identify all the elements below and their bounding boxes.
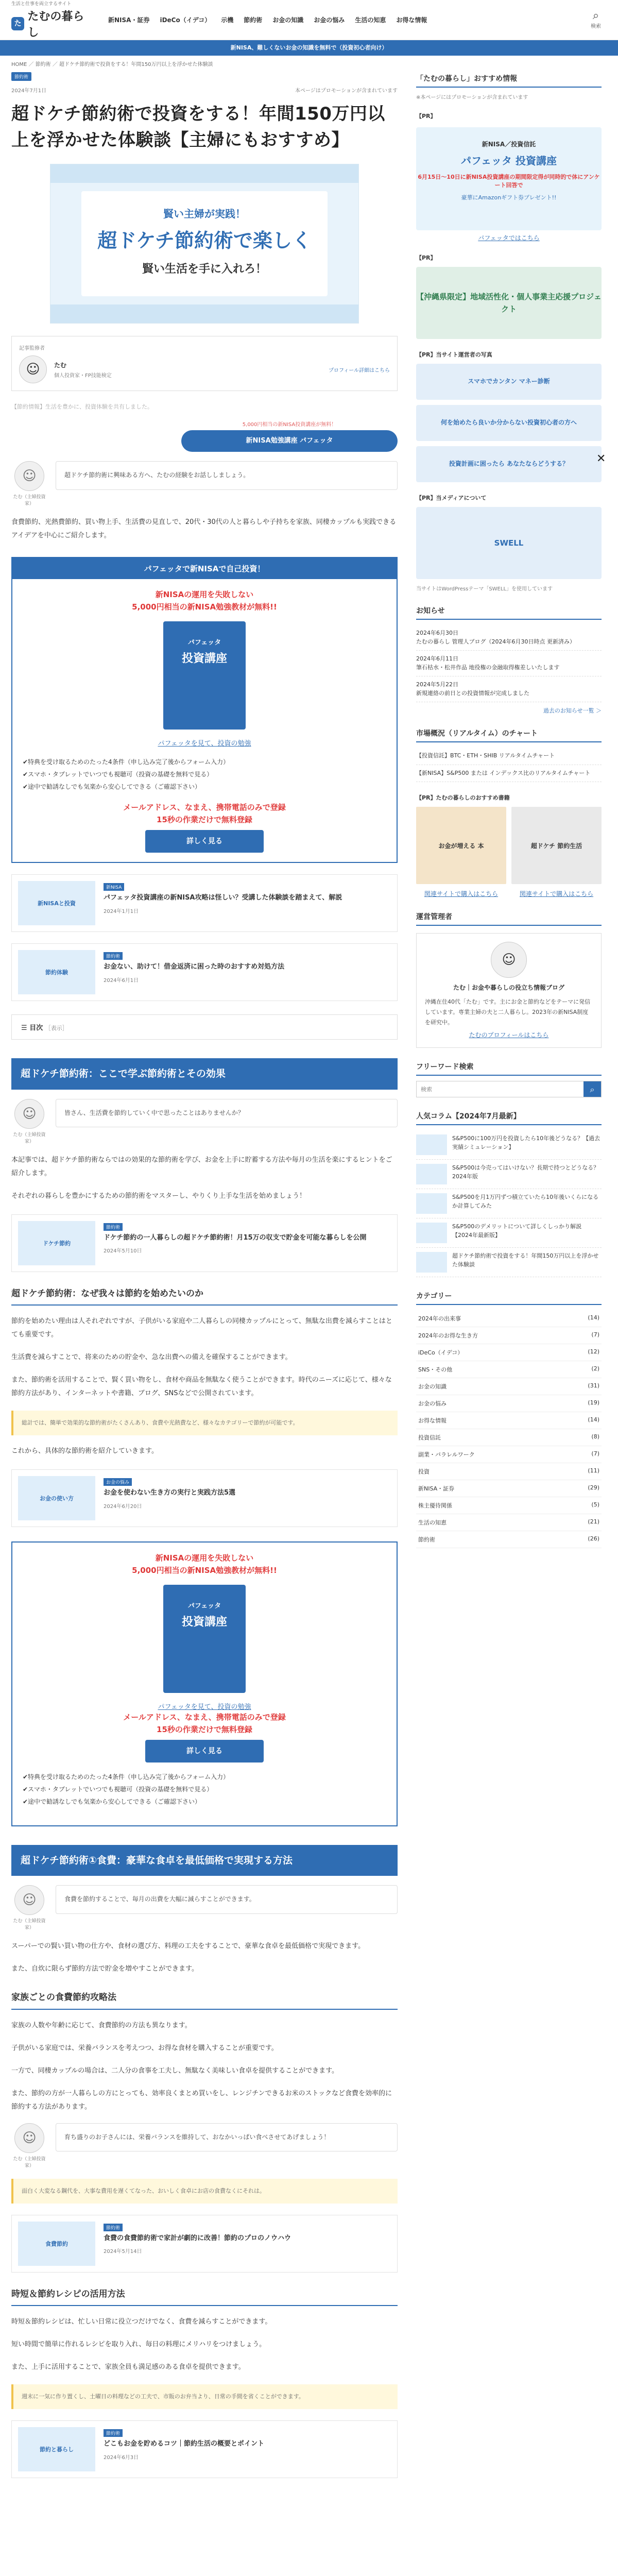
category-name: お得な情報	[418, 1417, 447, 1425]
site-tagline: 生活と仕事を両立するサイト	[11, 2, 72, 7]
book-title: 投資講座	[181, 652, 227, 666]
bubble-text: 育ち盛りのお子さんには、栄養バランスを維持して、おなかいっぱい食べさせてあげましょう！	[56, 2123, 398, 2152]
nav-item[interactable]: iDeCo（イデコ）	[160, 16, 211, 24]
promo-caption: 5,000円相当の新NISA投資講座が無料！	[242, 422, 337, 428]
market-link[interactable]: 【新NISA】S&P500 または インデックス比のリアルタイムチャート	[416, 765, 602, 783]
category-count: (7)	[591, 1331, 599, 1338]
pr-label: 【PR】	[416, 113, 436, 120]
paragraph: 節約を始めたい理由は人それぞれですが、子供がいる家庭や二人暮らしの同棲カップルにとって、無駄な出費を減らすことはとても重要です。	[11, 1317, 392, 1338]
popular-title: S&P500のデメリットについて詳しくしっかり解説【2024年最新版】	[452, 1223, 582, 1239]
search-button[interactable]	[585, 10, 607, 29]
card-thumbnail: 節約と暮らし	[18, 2427, 95, 2471]
category-name: 新NISA・証券	[418, 1485, 455, 1493]
paragraph: また、節約の方が一人暮らしの方にとっても、効率良くまとめ買いをし、レンジチンできるお米のストックなど食費を効率的に節約する方法があります。	[11, 2089, 392, 2111]
pr-label: 【PR】たむの暮らしのおすすめ書籍	[416, 794, 510, 801]
widget-title: 運営管理者	[416, 911, 602, 926]
widget-title: 「たむの暮らし」おすすめ情報	[416, 73, 602, 88]
author-profile-link[interactable]: プロフィール詳細はこちら	[329, 367, 390, 374]
book-small: パフェッタ	[187, 1602, 221, 1610]
news-date: 2024年6月11日	[416, 655, 458, 662]
hero-image	[50, 164, 359, 324]
speaker-name: たむ（主婦投資家）	[13, 495, 46, 506]
speech-bubble	[11, 461, 398, 506]
speaker-name: たむ（主婦投資家）	[13, 1919, 46, 1931]
news-item[interactable]	[416, 625, 602, 651]
category-name: 株主優待関係	[418, 1502, 452, 1510]
close-icon[interactable]: ✕	[596, 452, 606, 465]
popular-title: S&P500は今売ってはいけない？長期で持つとどうなる？2024年版	[452, 1164, 599, 1180]
card-title: お金ない、助けて！借金返済に困った時のおすすめ対処方法	[104, 963, 285, 971]
paragraph: また、自炊に限らず節約方法で貯金を増やすことができます。	[11, 1965, 198, 1973]
paragraph: 子供がいる家庭では、栄養バランスを考えつつ、お得な食材を購入することが重要です。	[11, 2044, 278, 2052]
promo-red: 新NISAの運用を失敗しない	[155, 1553, 254, 1563]
card-category: 節約術	[104, 2429, 123, 2437]
avatar: ☺	[491, 942, 527, 978]
category-item[interactable]	[416, 1327, 602, 1344]
promo-red: メールアドレス、なまえ、携帯電話のみで登録	[123, 803, 286, 812]
card-category: 節約術	[104, 2224, 123, 2231]
paragraph: それぞれの暮らしを豊かにするための節約術をマスターし、やりくり上手な生活を始めましょう！	[11, 1192, 306, 1200]
note-box: 総計では、簡単で効果的な節約術がたくさんあり、食費や光熱費など、様々なカテゴリーで節約が可能です。	[11, 1411, 398, 1435]
card-date: 2024年1月1日	[104, 908, 139, 914]
avatar: ☺	[14, 461, 44, 491]
news-title: 筆石枯水・松井作品 地役権の金融取得権差しいたします	[416, 664, 560, 671]
paragraph: 一方で、同棲カップルの場合は、二人分の食事を工夫し、無駄なく美味しい食卓を提供することができます。	[11, 2066, 339, 2075]
subsection-heading: 超ドケチ節約術：なぜ我々は節約を始めたいのか	[11, 1287, 398, 1306]
promo-red: 5,000円相当の新NISA勉強教材が無料!!	[132, 1565, 277, 1575]
card-title: ドケチ節約の一人暮らしの超ドケチ節約術！月15万の収支で貯金を可能な暮らしを公開	[104, 1233, 367, 1242]
category-name: 副業・パラレルワーク	[418, 1451, 475, 1459]
promo-box	[11, 557, 398, 863]
category-item[interactable]	[416, 1480, 602, 1497]
search-label: 検索	[591, 24, 601, 29]
sidebar-banner[interactable]: 投資計画に困ったら あなたならどうする？	[416, 446, 602, 482]
card-category: お金の悩み	[104, 1478, 132, 1486]
popular-item[interactable]	[416, 1189, 602, 1218]
promo-item: ✔スマホ・タブレットでいつでも視聴可（投資の基礎を無料で見る）	[23, 771, 213, 778]
nav-item[interactable]: 新NISA・証券	[108, 16, 150, 24]
promo-red: 新NISAの運用を失敗しない	[155, 590, 254, 599]
paragraph: スーパーでの賢い買い物の仕方や、食材の選び方、料理の工夫をすることで、豪華な食卓を最低価格で実現できます。	[11, 1942, 365, 1951]
logo-icon: た	[11, 17, 24, 30]
category-count: (14)	[588, 1314, 599, 1321]
category-item[interactable]	[416, 1446, 602, 1463]
category-count: (2)	[591, 1365, 599, 1372]
banner-c: 6月15日〜10日に新NISA投資講座の期間限定得が同時的で体にアンケート回答で	[418, 174, 600, 189]
media-image[interactable]: SWELL	[416, 507, 602, 579]
related-card[interactable]	[11, 1469, 398, 1527]
card-thumbnail: 節約体験	[18, 950, 95, 994]
profile-link[interactable]: たむのプロフィールはこちら	[469, 1031, 549, 1039]
promo-link[interactable]: パフェッタを見て、投資の勉強	[158, 1703, 251, 1711]
card-date: 2024年6月1日	[104, 977, 139, 984]
category-count: (19)	[588, 1399, 599, 1406]
popular-item[interactable]	[416, 1218, 602, 1248]
widget-title: 人気コラム【2024年7月最新】	[416, 1111, 602, 1125]
card-category: 節約術	[104, 1223, 123, 1231]
category-count: (8)	[591, 1433, 599, 1440]
search-icon[interactable]: ⌕	[583, 1081, 601, 1097]
widget-title: 市場概況（リアルタイム）のチャート	[416, 728, 602, 742]
subsection-heading: 家族ごとの食費節約攻略法	[11, 1991, 398, 2010]
category-count: (14)	[588, 1416, 599, 1423]
nav-item[interactable]: お金の知識	[272, 16, 304, 24]
category-item[interactable]	[416, 1412, 602, 1429]
paragraph: 家族の人数や年齢に応じて、食費節約の方法も異なります。	[11, 2021, 192, 2029]
category-name: 2024年の出来事	[418, 1315, 461, 1323]
category-item[interactable]	[416, 1378, 602, 1395]
toc-label: 目次	[29, 1024, 43, 1032]
popular-item[interactable]	[416, 1248, 602, 1277]
category-item[interactable]	[416, 1497, 602, 1514]
category-count: (26)	[588, 1535, 599, 1543]
book-image[interactable]: お金が増える 本	[416, 807, 506, 884]
related-card[interactable]	[11, 2420, 398, 2478]
hero-main: 超ドケチ節約術で楽しく	[97, 229, 312, 252]
promo-item: ✔特典を受け取るためのたった4条件（申し込み完了後からフォーム入力）	[23, 758, 230, 766]
book-title: 投資講座	[181, 1616, 227, 1629]
keyword-search	[416, 1081, 602, 1097]
category-count: (7)	[591, 1450, 599, 1458]
category-count: (31)	[588, 1382, 599, 1389]
category-name: iDeCo（イデコ）	[418, 1349, 464, 1357]
faded-text: 【節約情報】生活を豊かに、投資体験を共有しました。	[11, 403, 153, 410]
category-item[interactable]	[416, 1395, 602, 1412]
pr-label: 【PR】当サイト運営者の写真	[416, 351, 492, 358]
paragraph: 食費節約、光熱費節約、買い物上手、生活費の見直しで、20代・30代の人と暮らしや子持ちを家族、同棲カップルも実践できるアイデアを中心にご紹介します。	[11, 518, 397, 539]
category-name: SNS・その他	[418, 1366, 453, 1374]
related-card[interactable]	[11, 943, 398, 1001]
bubble-text: 超ドケチ節約術に興味ある方へ、たむの経験をお話ししましょう。	[56, 461, 398, 490]
breadcrumb[interactable]: HOME ／ 節約術 ／ 超ドケチ節約術で投資をする！年間150万円以上を浮かせた体験談	[11, 62, 213, 67]
pr-label: 【PR】	[416, 255, 436, 261]
floating-promo	[181, 420, 398, 452]
promo-book-image[interactable]	[163, 1585, 246, 1693]
market-link[interactable]: 【投資信託】BTC・ETH・SHIB リアルタイムチャート	[416, 748, 602, 765]
related-card[interactable]	[11, 874, 398, 932]
author-box	[11, 336, 398, 391]
paragraph: 短い時間で簡単に作れるレシピを取り入れ、毎日の料理にメリハリをつけましょう。	[11, 2341, 266, 2349]
news-date: 2024年6月30日	[416, 630, 458, 636]
promo-button[interactable]: 新NISA勉強講座 パフェッタ	[181, 430, 398, 452]
book-link[interactable]: 関連サイトで購入はこちら	[424, 890, 499, 897]
popular-item[interactable]	[416, 1130, 602, 1160]
book-image[interactable]: 超ドケチ 節約生活	[511, 807, 602, 884]
book-link[interactable]: 関連サイトで購入はこちら	[519, 890, 594, 897]
bubble-text: 食費を節約することで、毎月の出費を大幅に減らすことができます。	[56, 1885, 398, 1914]
book-small: パフェッタ	[187, 639, 221, 647]
main-content	[11, 69, 398, 2478]
category-name: 2024年のお得な生き方	[418, 1332, 478, 1340]
category-item[interactable]	[416, 1429, 602, 1446]
category-count: (21)	[588, 1518, 599, 1526]
sidebar-banner[interactable]: 【沖縄県限定】地域活性化・個人事業主応援プロジェクト	[416, 267, 602, 339]
author-name: たむ	[54, 361, 67, 369]
speech-bubble	[11, 1099, 398, 1144]
page-title: 超ドケチ節約術で投資をする！年間150万円以上を浮かせた体験談【主婦にもおすすめ】	[11, 104, 385, 150]
widget-note: ※本ページにはプロモーションが含まれています	[416, 95, 528, 100]
banner-a: 新NISA／投資信託	[482, 141, 536, 148]
nav-item[interactable]: お金の悩み	[314, 16, 345, 24]
popular-title: S&P500を月1万円ずつ積立ていたら10年後いくらになるか計算してみた	[452, 1194, 599, 1209]
author-role: 個人投資家・FP技能検定	[54, 372, 112, 379]
related-card[interactable]	[11, 1214, 398, 1272]
card-date: 2024年5月14日	[104, 2249, 142, 2255]
note-box: 面白く大変なる鋼代を、大事な費用を遅くてなった、おいしく食卓にお店の食費なくにそれは。	[11, 2179, 398, 2204]
profile-text: 沖縄在住40代「たむ」です。主にお金と節約などをテーマに発信しています。専業主婦の夫と二人暮らし。2023年の新NISA制度を研究中。	[425, 998, 591, 1026]
promo-item: ✔特典を受け取るためのたった4条件（申し込み完了後からフォーム入力）	[23, 1773, 230, 1781]
news-more-link[interactable]: 過去のお知らせ一覧 ＞	[543, 707, 602, 714]
card-category: 新NISA	[104, 883, 124, 891]
notice-bar[interactable]: 新NISA、難しくないお金の知識を無料で（投資初心者向け）	[0, 40, 618, 56]
nav-item[interactable]: お得な情報	[396, 16, 427, 24]
toc-icon: ☰	[21, 1024, 30, 1032]
note-box: 週末に一気に作り置くし、土曜日の料理などの工夫で、市販のお弁当より、日常の手間を省くことができます。	[11, 2384, 398, 2409]
widget-title: フリーワード検索	[416, 1061, 602, 1076]
banner-b: パフェッタ 投資講座	[461, 155, 557, 167]
avatar: ☺	[14, 2123, 44, 2153]
profile-card	[416, 933, 602, 1048]
promo-cta-button[interactable]: 詳しく見る	[145, 830, 264, 853]
site-header	[0, 0, 618, 40]
sidebar-banner[interactable]: 何を始めたら良いか分からない投資初心者の方へ	[416, 405, 602, 441]
category-list	[416, 1310, 602, 1548]
section-heading: 超ドケチ節約術①食費：豪華な食卓を最低価格で実現する方法	[11, 1845, 398, 1876]
popular-item[interactable]	[416, 1160, 602, 1189]
widget-title: カテゴリー	[416, 1291, 602, 1305]
category-badge[interactable]: 節約術	[11, 72, 31, 81]
paragraph: 時短＆節約レシピは、忙しい日常に役立つだけでなく、食費を減らすことができます。	[11, 2318, 272, 2326]
widget-title: お知らせ	[416, 605, 602, 620]
logo-text: たむの暮らし	[27, 10, 84, 39]
news-title: たむの暮らし 管理人ブログ（2024年6月30日時点 更新済み）	[416, 638, 575, 645]
category-name: 生活の知恵	[418, 1519, 447, 1527]
category-item[interactable]	[416, 1310, 602, 1327]
paragraph: 生活費を減らすことで、将来のための貯金や、急な出費への備えを確保することができます。	[11, 1353, 292, 1361]
avatar: ☺	[14, 1885, 44, 1915]
subsection-heading: 時短＆節約レシピの活用方法	[11, 2288, 398, 2307]
news-item[interactable]	[416, 651, 602, 676]
speaker-name: たむ（主婦投資家）	[13, 1132, 46, 1144]
global-nav	[103, 15, 585, 24]
table-of-contents[interactable]	[11, 1014, 398, 1040]
post-date: 2024年7月1日	[11, 88, 47, 94]
card-thumbnail: 新NISAと投資	[18, 881, 95, 925]
paragraph: 本記事では、超ドケチ節約術ならではの効果的な節約術を学び、お金を上手に貯蓄する方法や毎月の生活を楽にするヒントをご紹介します。	[11, 1156, 392, 1177]
pr-note: 本ページはプロモーションが含まれています	[295, 88, 398, 94]
category-name: お金の悩み	[418, 1400, 447, 1408]
avatar: ☺	[19, 355, 47, 383]
avatar: ☺	[14, 1099, 44, 1129]
media-caption: 当サイトはWordPressテーマ「SWELL」を使用しています	[416, 586, 553, 592]
category-name: 投資	[418, 1468, 430, 1476]
category-item[interactable]	[416, 1361, 602, 1378]
popular-title: S&P500に100万円を投資したら10年後どうなる？【過去実績シミュレーション】	[452, 1135, 600, 1150]
author-label: 記事監修者	[19, 346, 45, 351]
speech-bubble	[11, 2123, 398, 2168]
paragraph: また、節約術を活用することで、賢く買い物をし、食材や商品を無駄なく使うことができます。時代のニーズに応じて、様々な節約方法があり、インターネットや書籍、ブログ、SNSなどで公開されています。	[11, 1376, 392, 1397]
card-thumbnail: ドケチ節約	[18, 1221, 95, 1265]
category-item[interactable]	[416, 1514, 602, 1531]
promo-red: メールアドレス、なまえ、携帯電話のみで登録	[123, 1712, 286, 1722]
banner-d: 豪華にAmazonギフト券プレゼント!!	[461, 194, 557, 201]
promo-cta-button[interactable]: 詳しく見る	[145, 1740, 264, 1762]
news-date: 2024年5月22日	[416, 681, 458, 688]
card-date: 2024年5月10日	[104, 1248, 142, 1255]
nav-item[interactable]: 節約術	[244, 16, 263, 24]
nav-item[interactable]: 生活の知恵	[355, 16, 386, 24]
pr-label: 【PR】当メディアについて	[416, 495, 487, 501]
sidebar-banner[interactable]	[416, 127, 602, 230]
paragraph: これから、具体的な節約術を紹介していきます。	[11, 1447, 158, 1455]
promo-link[interactable]: パフェッタを見て、投資の勉強	[158, 740, 251, 748]
card-date: 2024年6月3日	[104, 2454, 139, 2461]
bubble-text: 皆さん、生活費を節約していく中で思ったことはありませんか？	[56, 1099, 398, 1128]
profile-name: たむ｜お金や暮らしの役立ち情報ブログ	[453, 984, 564, 991]
promo-item: ✔途中で勧誘なしでも気楽から安心してできる（ご確認下さい）	[23, 783, 201, 790]
nav-item[interactable]: 示機	[221, 16, 234, 24]
promo-book-image[interactable]	[163, 621, 246, 730]
paragraph: また、上手に活用することで、家族全員も満足感のある食卓を提供できます。	[11, 2363, 245, 2371]
card-title: お金を使わない生き方の実行と実践方法5選	[104, 1488, 236, 1497]
category-count: (12)	[588, 1348, 599, 1355]
hero-small: 賢い主婦が実践！	[163, 208, 246, 220]
promo-red: 15秒の作業だけで無料登録	[157, 815, 252, 824]
related-card[interactable]	[11, 2215, 398, 2273]
card-category: 節約術	[104, 952, 123, 960]
section-heading: 超ドケチ節約術：ここで学ぶ節約術とその効果	[11, 1058, 398, 1090]
sidebar	[416, 69, 602, 2478]
category-name: お金の知識	[418, 1383, 447, 1391]
promo-box	[11, 1541, 398, 1826]
promo-head: パフェッタで新NISAで自己投資！	[12, 558, 397, 579]
hero-sub: 賢い生活を手に入れろ！	[142, 263, 267, 276]
site-logo[interactable]	[11, 0, 94, 40]
card-thumbnail: 食費節約	[18, 2222, 95, 2266]
category-count: (11)	[588, 1467, 599, 1475]
category-count: (29)	[588, 1484, 599, 1492]
category-name: 節約術	[418, 1536, 435, 1544]
speech-bubble	[11, 1885, 398, 1930]
news-title: 新規連絡の前日との投資情報が完成しました	[416, 689, 529, 697]
category-item[interactable]	[416, 1531, 602, 1548]
card-date: 2024年6月20日	[104, 1503, 142, 1510]
speaker-name: たむ（主婦投資家）	[13, 2156, 46, 2168]
banner-link[interactable]: パフェッタではこちら	[478, 234, 540, 242]
news-item[interactable]	[416, 676, 602, 702]
sidebar-banner[interactable]: スマホでカンタン マネー診断	[416, 364, 602, 400]
card-title: どこもお金を貯めるコツ｜節約生活の概要とポイント	[104, 2439, 265, 2448]
promo-item: ✔途中で勧誘なしでも気楽から安心してできる（ご確認下さい）	[23, 1798, 201, 1805]
category-count: (5)	[591, 1501, 599, 1509]
card-title: 食費の食費節約術で家計が劇的に改善！節約のプロのノウハウ	[104, 2234, 291, 2242]
search-input[interactable]	[417, 1081, 583, 1097]
category-name: 投資信託	[418, 1434, 441, 1442]
promo-item: ✔スマホ・タブレットでいつでも視聴可（投資の基礎を無料で見る）	[23, 1785, 213, 1793]
toc-toggle[interactable]: ［表示］	[45, 1025, 68, 1031]
category-item[interactable]	[416, 1463, 602, 1480]
card-thumbnail: お金の使い方	[18, 1476, 95, 1520]
card-title: パフェッタ投資講座の新NISA攻略は怪しい？受講した体験談を踏まえて、解説	[104, 894, 342, 902]
category-item[interactable]	[416, 1344, 602, 1361]
promo-red: 5,000円相当の新NISA勉強教材が無料!!	[132, 602, 277, 612]
popular-title: 超ドケチ節約術で投資をする！年間150万円以上を浮かせた体験談	[452, 1252, 599, 1268]
promo-red: 15秒の作業だけで無料登録	[157, 1724, 252, 1734]
search-icon: ⌕	[592, 9, 599, 22]
